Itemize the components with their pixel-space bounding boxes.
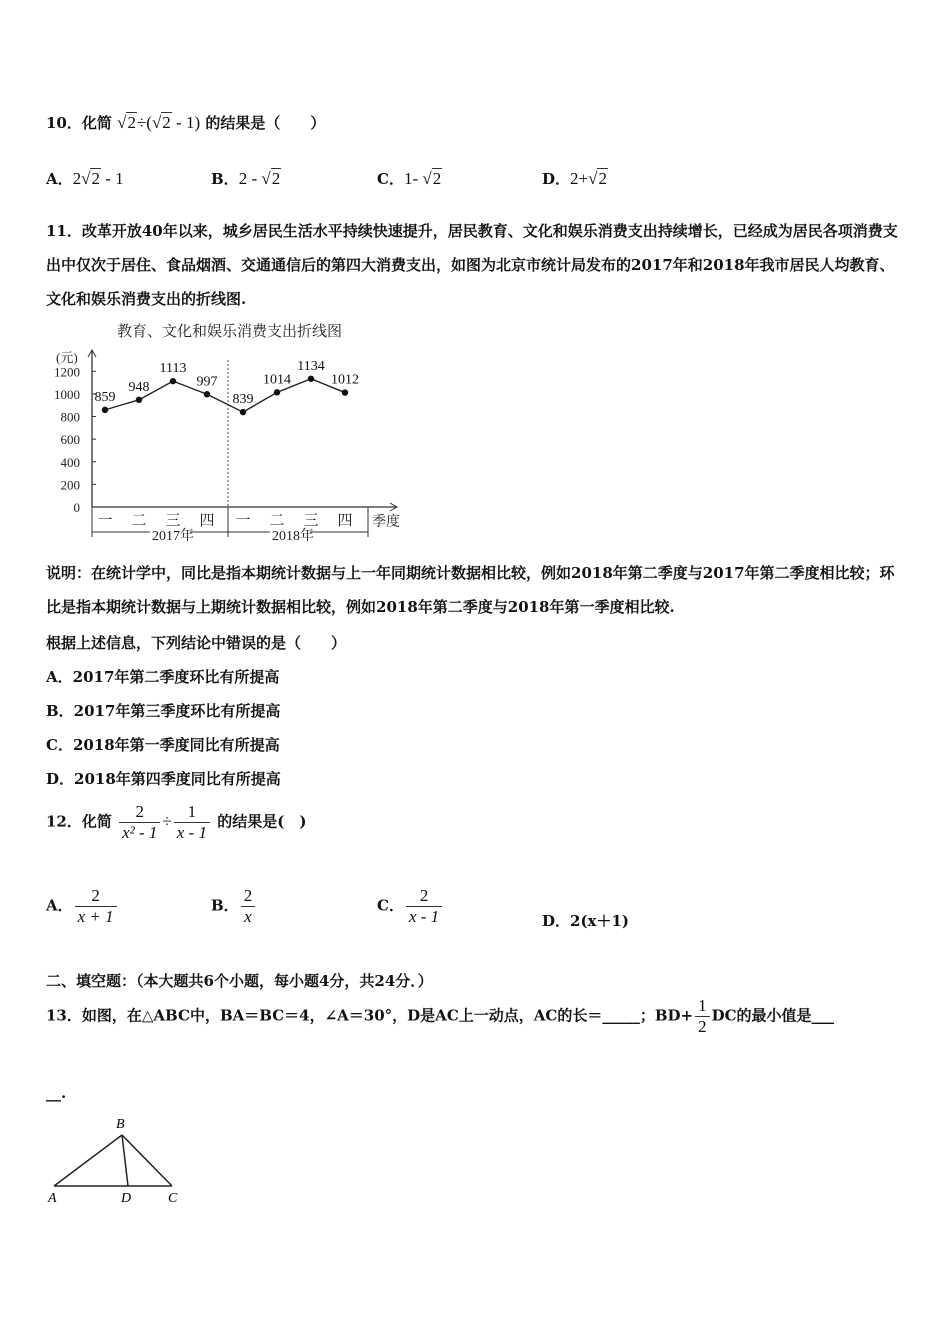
q11-stem: 11．改革开放40年以来，城乡居民生活水平持续快速提升，居民教育、文化和娱乐消费支出持续增长，已经成为居民各项消费支出中仅次于居住、食品烟酒、交通通信后的第四大消费支出，如图为北京市统计局发布的2017年和2018年我市居民人均教育、文化和娱乐消费支出的折线图. bbox=[46, 222, 898, 308]
q10-option-c[interactable]: C．1- √2 bbox=[377, 169, 442, 188]
chart-x-label: 季度 bbox=[372, 515, 400, 530]
chart-group-2018: 2018年 bbox=[272, 529, 314, 544]
chart-x-tick-label: 一 bbox=[97, 513, 113, 529]
q10-option-b[interactable]: B．2 - √2 bbox=[211, 169, 281, 188]
q11-option-d[interactable]: D．2018年第四季度同比有所提高 bbox=[46, 770, 281, 788]
q10-option-a[interactable]: A．2√2 - 1 bbox=[46, 169, 124, 188]
chart-data-label: 1012 bbox=[331, 372, 359, 388]
chart-point bbox=[136, 397, 142, 403]
chart-data-label: 1113 bbox=[159, 361, 187, 377]
label-c: C bbox=[168, 1191, 178, 1206]
chart-y-tick-label: 200 bbox=[60, 477, 80, 493]
chart-data-label: 859 bbox=[94, 389, 116, 405]
q12-number: 12．化简 bbox=[46, 812, 112, 831]
chart-y-tick-label: 800 bbox=[60, 409, 80, 425]
label-d: D bbox=[121, 1191, 132, 1206]
q12-option-c[interactable]: C． $\frac{2}{x - 1}$ bbox=[377, 886, 444, 927]
q13-fraction: $\frac{1}{2}$ bbox=[695, 996, 710, 1037]
chart-x-tick-label: 四 bbox=[337, 513, 353, 529]
chart-data-label: 948 bbox=[128, 379, 150, 395]
q10-number: 10．化简 bbox=[46, 114, 112, 132]
section-2-heading: 二、填空题：（本大题共6个小题，每小题4分，共24分．） bbox=[46, 972, 433, 990]
q12-option-b[interactable]: B． $\frac{2}{x}$ bbox=[211, 886, 257, 927]
side-ab bbox=[54, 1135, 122, 1186]
label-b: B bbox=[116, 1117, 125, 1132]
q12-option-a[interactable]: A． $\frac{2}{x + 1}$ bbox=[46, 886, 119, 927]
side-bc bbox=[122, 1135, 172, 1186]
q13-stem: 13．如图，在△ABC中，BA＝BC＝4，∠A＝30°，D是AC上一动点，AC的长＝_____；BD+ $\frac{1}{2}$ DC的最小值是___ bbox=[46, 996, 835, 1036]
chart-x-tick-label: 三 bbox=[165, 513, 181, 529]
chart-x-tick-label: 二 bbox=[131, 513, 147, 529]
segment-bd bbox=[122, 1135, 128, 1186]
q11-note: 说明：在统计学中，同比是指本期统计数据与上一年同期统计数据相比较，例如2018年第二季度与2017年第二季度相比较；环比是指本期统计数据与上期统计数据相比较，例如2018年第二季度与2018年第一季度相比较. bbox=[46, 564, 895, 616]
chart-x-tick-label: 二 bbox=[269, 513, 285, 529]
chart-data-label: 997 bbox=[196, 374, 218, 390]
chart-y-tick-label: 400 bbox=[60, 454, 80, 470]
q12-suffix: 的结果是( ) bbox=[217, 812, 307, 831]
chart-point bbox=[342, 389, 348, 395]
label-a: A bbox=[48, 1191, 57, 1206]
q10-stem bbox=[46, 112, 325, 133]
line-chart bbox=[42, 320, 422, 550]
q10-expression: √2÷(√2 - 1) bbox=[117, 113, 201, 132]
q12-fraction-1: $\frac{2}{\text{x² - 1}}$ bbox=[119, 802, 160, 843]
q12-option-d[interactable]: D．2(x＋1) bbox=[542, 912, 630, 930]
chart-point bbox=[204, 391, 210, 397]
chart-data-label: 1134 bbox=[297, 358, 325, 374]
chart-y-tick-label: 1200 bbox=[54, 364, 80, 380]
chart-point bbox=[102, 407, 108, 413]
chart-y-unit: (元) bbox=[56, 350, 78, 365]
q11-option-c[interactable]: C．2018年第一季度同比有所提高 bbox=[46, 736, 280, 754]
chart-x-tick-label: 四 bbox=[199, 513, 215, 529]
q11-option-b[interactable]: B．2017年第三季度环比有所提高 bbox=[46, 702, 281, 720]
q12-fraction-2: $\frac{1}{x - 1}$ bbox=[174, 802, 210, 843]
q11-option-a[interactable]: A．2017年第二季度环比有所提高 bbox=[46, 668, 280, 686]
chart-y-tick-label: 600 bbox=[60, 432, 80, 448]
q13-stem-cont: __. bbox=[46, 1084, 67, 1102]
chart-point bbox=[274, 389, 280, 395]
chart-x-tick-label: 三 bbox=[303, 513, 319, 529]
chart-x-tick-label: 一 bbox=[235, 513, 251, 529]
chart-y-tick-label: 0 bbox=[73, 500, 80, 515]
chart-data-label: 839 bbox=[232, 392, 254, 408]
chart-title: 教育、文化和娱乐消费支出折线图 bbox=[117, 324, 343, 340]
q10-option-d[interactable]: D．2+√2 bbox=[542, 169, 607, 188]
chart-y-tick-label: 1000 bbox=[54, 386, 80, 402]
chart-point bbox=[240, 409, 246, 415]
q11-question: 根据上述信息，下列结论中错误的是（ ） bbox=[46, 634, 347, 652]
triangle-figure bbox=[44, 1110, 194, 1206]
chart-point bbox=[308, 376, 314, 382]
q10-suffix: 的结果是（ ） bbox=[205, 114, 326, 132]
q12-stem: 12．化简 $\frac{2}{\text{x² - 1}}$ ÷ $\frac{1}{x - 1}$ 的结果是( ) bbox=[46, 802, 307, 842]
chart-group-2017: 2017年 bbox=[152, 529, 194, 544]
chart-data-label: 1014 bbox=[263, 372, 291, 388]
chart-point bbox=[170, 378, 176, 384]
